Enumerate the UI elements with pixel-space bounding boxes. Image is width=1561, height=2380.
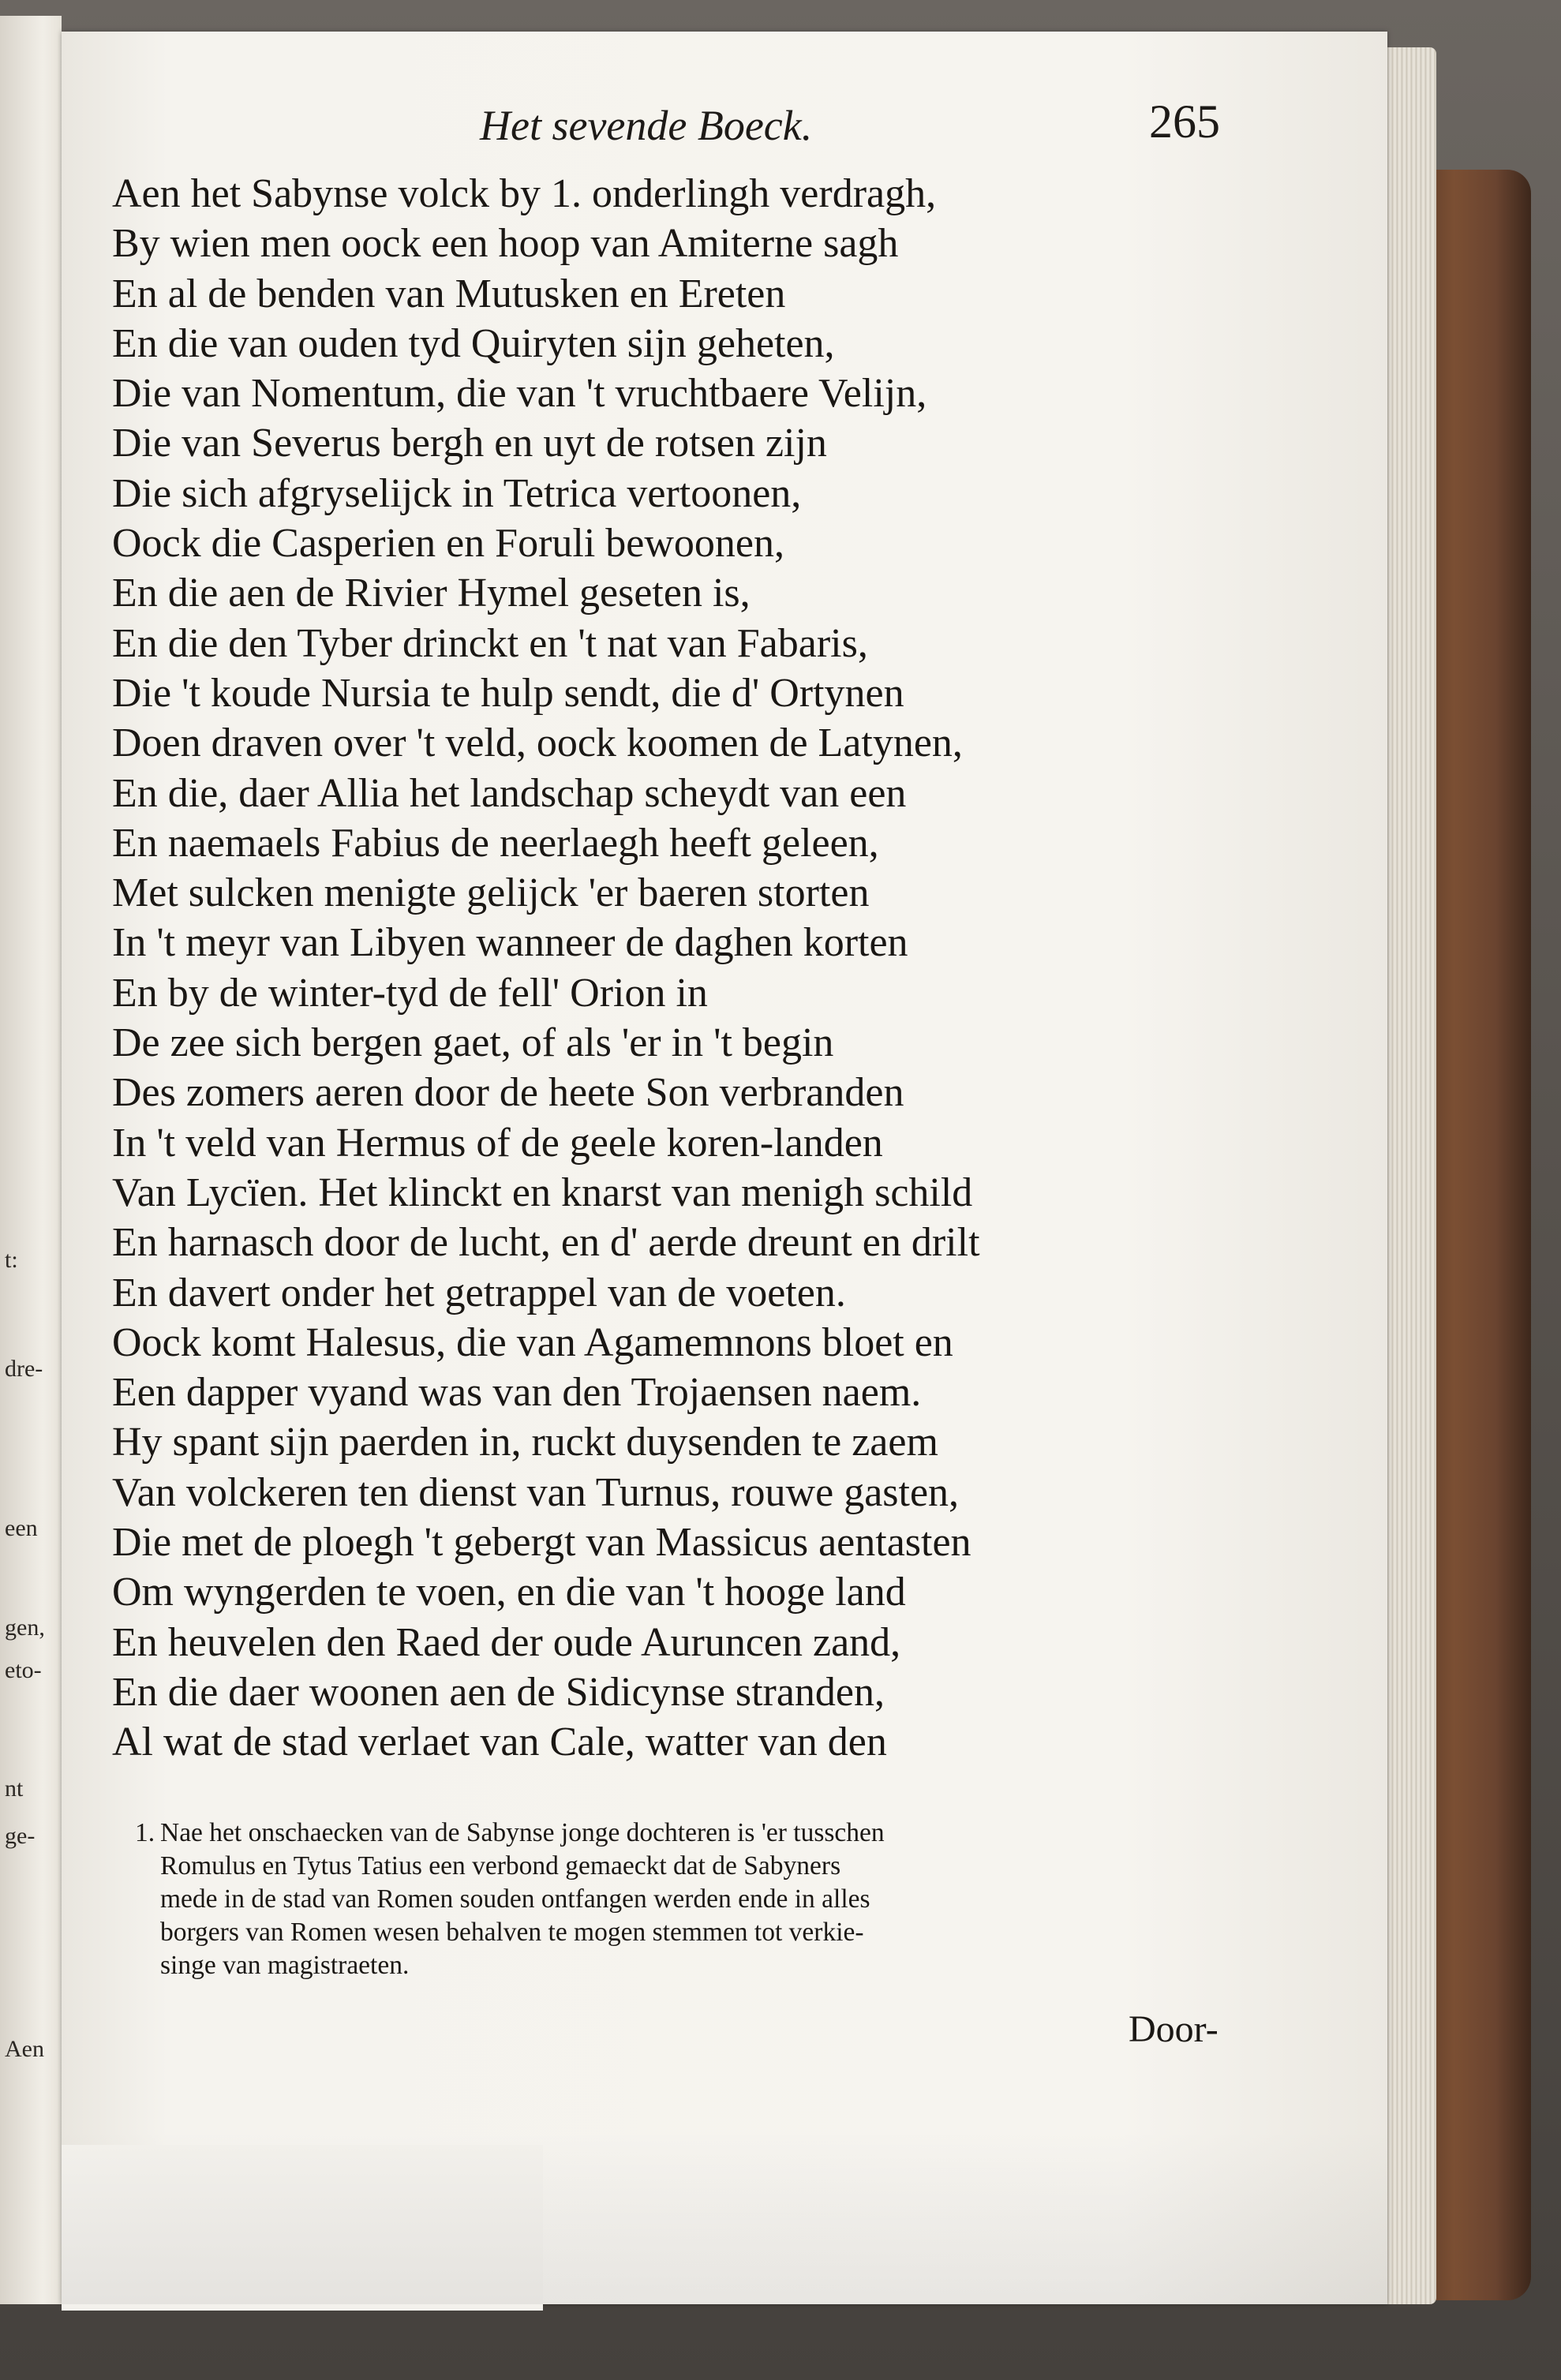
verse-line: In 't veld van Hermus of de geele koren-landen <box>112 1120 883 1166</box>
verse-line: Een dapper vyand was van den Trojaensen naem. <box>112 1370 922 1416</box>
verse-line: Van volckeren ten dienst van Turnus, rouwe gasten, <box>112 1469 960 1515</box>
verse-line: Oock die Casperien en Foruli bewoonen, <box>112 521 785 567</box>
footnote-line: Romulus en Tytus Tatius een verbond gemaeckt dat de Sabyners <box>160 1851 841 1880</box>
left-page-fragment: gen, <box>5 1615 45 1641</box>
footnote-line: Nae het onschaecken van de Sabynse jonge dochteren is 'er tusschen <box>160 1818 885 1847</box>
left-page-fragment: nt <box>5 1776 24 1802</box>
left-page-fragment: eto- <box>5 1657 42 1683</box>
verse-line: En die, daer Allia het landschap scheydt van een <box>112 770 907 816</box>
left-page-fragment: Aen <box>5 2036 44 2062</box>
verse-line: Die van Nomentum, die van 't vruchtbaere Velijn, <box>112 371 927 417</box>
verse-line: Om wyngerden te voen, en die van 't hooge land <box>112 1570 906 1615</box>
footnote-marker: 1. <box>135 1818 155 1847</box>
footnote-line: borgers van Romen wesen behalven te mogen stemmen tot verkie- <box>160 1918 864 1947</box>
verse-line: By wien men oock een hoop van Amiterne sagh <box>112 221 899 267</box>
verse-line: Van Lycïen. Het klinckt en knarst van menigh schild <box>112 1169 973 1215</box>
verse-line: Die van Severus bergh en uyt de rotsen zijn <box>112 421 827 466</box>
verse-line: Met sulcken menigte gelijck 'er baeren storten <box>112 870 870 916</box>
verse-line: En die van ouden tyd Quiryten sijn geheten, <box>112 320 835 366</box>
paper-patch <box>62 2145 543 2311</box>
left-page-edge <box>0 16 62 2304</box>
book-page <box>62 32 1387 2304</box>
verse-line: En die aen de Rivier Hymel geseten is, <box>112 571 751 616</box>
verse-line: En heuvelen den Raed der oude Auruncen zand, <box>112 1619 901 1665</box>
verse-line: Aen het Sabynse volck by 1. onderlingh verdragh, <box>112 171 937 216</box>
catchword: Door- <box>1129 2008 1218 2050</box>
verse-text <box>112 169 1375 1768</box>
verse-line: Oock komt Halesus, die van Agamemnons bloet en <box>112 1319 953 1365</box>
footnote-line: mede in de stad van Romen souden ontfangen werden ende in alles <box>160 1884 870 1914</box>
verse-line: De zee sich bergen gaet, of als 'er in 't begin <box>112 1020 834 1066</box>
verse-line: En by de winter-tyd de fell' Orion in <box>112 970 708 1016</box>
running-header: Het sevende Boeck. <box>480 102 813 149</box>
verse-line: In 't meyr van Libyen wanneer de daghen korten <box>112 920 908 966</box>
footnote-line: singe van magistraeten. <box>160 1951 410 1980</box>
verse-line: En harnasch door de lucht, en d' aerde dreunt en drilt <box>112 1220 980 1266</box>
left-page-fragment: ge- <box>5 1823 36 1849</box>
page-number: 265 <box>1149 95 1220 148</box>
left-page-fragment: een <box>5 1515 38 1541</box>
verse-line: En die daer woonen aen de Sidicynse stranden, <box>112 1669 885 1715</box>
verse-line: Des zomers aeren door de heete Son verbranden <box>112 1070 904 1116</box>
verse-line: Die sich afgryselijck in Tetrica vertoonen, <box>112 470 802 516</box>
verse-line: Al wat de stad verlaet van Cale, watter van den <box>112 1720 887 1765</box>
verse-line: En naemaels Fabius de neerlaegh heeft geleen, <box>112 820 879 866</box>
verse-line: En davert onder het getrappel van de voeten. <box>112 1270 846 1315</box>
left-page-fragment: dre- <box>5 1356 43 1382</box>
footnote <box>135 1817 1344 1982</box>
verse-line: Die met de ploegh 't gebergt van Massicus aentasten <box>112 1520 971 1566</box>
verse-line: En die den Tyber drinckt en 't nat van Fabaris, <box>112 620 868 666</box>
verse-line: Die 't koude Nursia te hulp sendt, die d' Ortynen <box>112 670 904 716</box>
verse-line: En al de benden van Mutusken en Ereten <box>112 271 786 316</box>
verse-line: Hy spant sijn paerden in, ruckt duysenden te zaem <box>112 1420 938 1465</box>
left-page-fragment: t: <box>5 1247 18 1273</box>
verse-line: Doen draven over 't veld, oock koomen de Latynen, <box>112 720 963 766</box>
